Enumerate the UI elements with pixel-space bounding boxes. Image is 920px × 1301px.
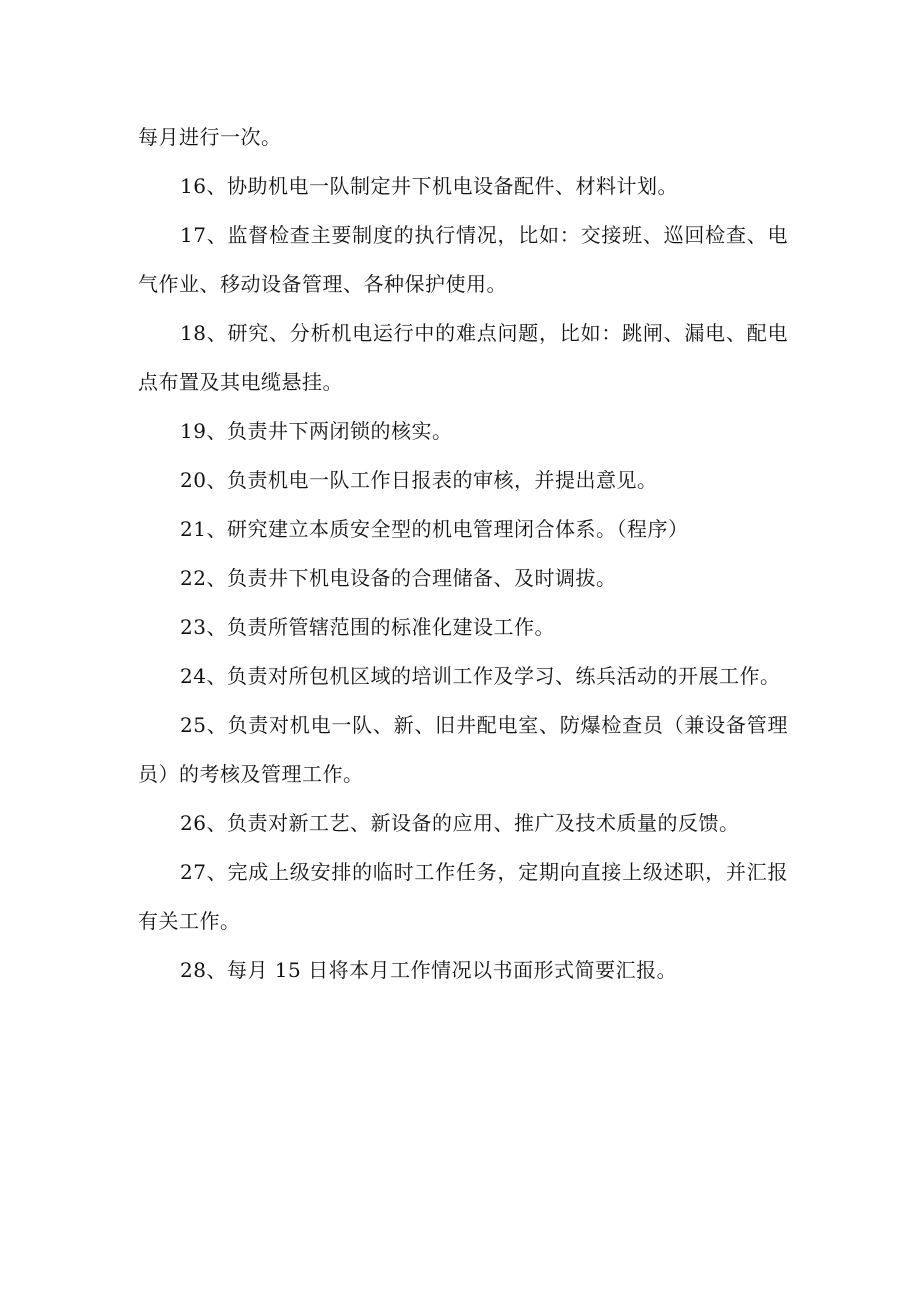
- paragraph-item-16: 16、协助机电一队制定井下机电设备配件、材料计划。: [180, 174, 678, 198]
- paragraph-continuation: 每月进行一次。: [138, 125, 282, 149]
- paragraph-item-17: 17、监督检查主要制度的执行情况，比如：交接班、巡回检查、电气作业、移动设备管理、各种保护使用。: [138, 223, 788, 296]
- paragraph-item-24: 24、负责对所包机区域的培训工作及学习、练兵活动的开展工作。: [180, 664, 781, 688]
- paragraph-item-18: 18、研究、分析机电运行中的难点问题，比如：跳闸、漏电、配电点布置及其电缆悬挂。: [138, 321, 788, 394]
- paragraph-item-27: 27、完成上级安排的临时工作任务，定期向直接上级述职，并汇报有关工作。: [138, 860, 788, 933]
- paragraph-item-19: 19、负责井下两闭锁的核实。: [180, 419, 453, 443]
- paragraph-item-22: 22、负责井下机电设备的合理储备、及时调拔。: [180, 566, 617, 590]
- paragraph-item-28: 28、每月 15 日将本月工作情况以书面形式简要汇报。: [180, 958, 678, 982]
- paragraph-item-20: 20、负责机电一队工作日报表的审核，并提出意见。: [180, 468, 658, 492]
- paragraph-item-21: 21、研究建立本质安全型的机电管理闭合体系。（程序）: [180, 517, 689, 541]
- paragraph-item-23: 23、负责所管辖范围的标准化建设工作。: [180, 615, 555, 639]
- paragraph-item-26: 26、负责对新工艺、新设备的应用、推广及技术质量的反馈。: [180, 811, 740, 835]
- paragraph-item-25: 25、负责对机电一队、新、旧井配电室、防爆检查员（兼设备管理员）的考核及管理工作。: [138, 713, 788, 786]
- document-page: [138, 113, 788, 995]
